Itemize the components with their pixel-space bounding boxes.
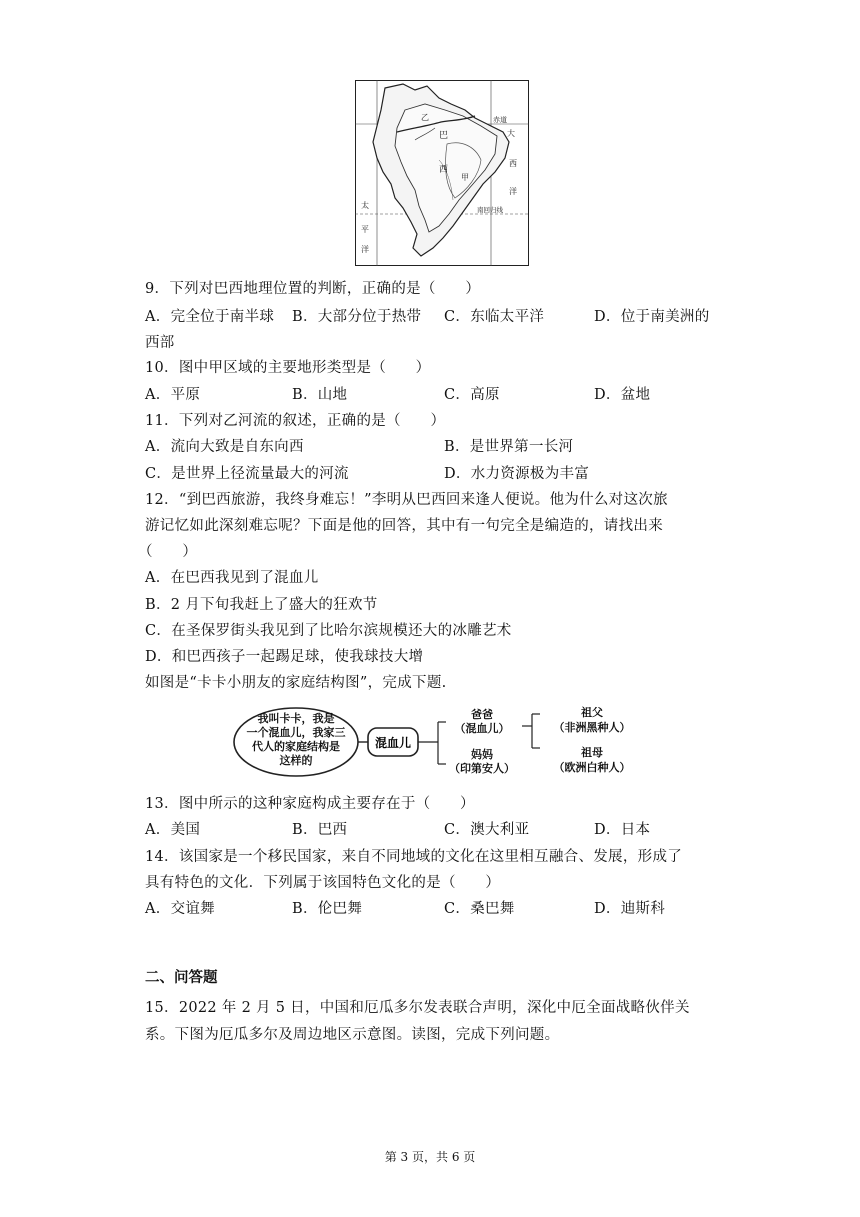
svg-text:大: 大: [507, 129, 515, 138]
q11-option-a[interactable]: A．流向大致是自东向西: [145, 439, 304, 455]
section-title: 二、问答题: [145, 970, 218, 986]
bubble-line: 代人的家庭结构是: [252, 740, 340, 753]
question-12-stem-line2: 游记忆如此深刻难忘呢？下面是他的回答，其中有一句完全是编造的，请找出来: [145, 518, 663, 534]
svg-text:西: 西: [509, 159, 517, 168]
grandfather-label: 祖父: [581, 706, 603, 719]
q9-option-a[interactable]: A．完全位于南半球: [145, 309, 275, 325]
bubble-line: 我叫卡卡，我是: [257, 712, 335, 725]
q9-option-d[interactable]: D．位于南美洲的: [594, 309, 710, 325]
question-13-stem: 13．图中所示的这种家庭构成主要存在于（ ）: [145, 796, 475, 812]
question-12-stem-line1: 12．“到巴西旅游，我终身难忘！”李明从巴西回来逢人便说。他为什么对这次旅: [145, 492, 668, 508]
question-11-stem: 11．下列对乙河流的叙述，正确的是（ ）: [145, 413, 446, 429]
q11-option-d[interactable]: D．水力资源极为丰富: [444, 466, 590, 482]
svg-text:甲: 甲: [461, 173, 469, 182]
q13-option-c[interactable]: C．澳大利亚: [444, 822, 530, 838]
svg-text:西: 西: [439, 165, 449, 175]
svg-text:南回归线: 南回归线: [477, 206, 503, 214]
q9-option-b[interactable]: B．大部分位于热带: [292, 309, 422, 325]
q10-option-d[interactable]: D．盆地: [594, 387, 651, 403]
family-structure-diagram: [232, 704, 652, 784]
svg-text:洋: 洋: [509, 187, 517, 196]
page-footer: 第 3 页，共 6 页: [384, 1150, 476, 1164]
question-12-stem-line3: （ ）: [138, 544, 198, 560]
q11-option-c[interactable]: C．是世界上径流量最大的河流: [145, 466, 349, 482]
q14-option-d[interactable]: D．迪斯科: [594, 901, 666, 917]
q13-option-b[interactable]: B．巴西: [292, 822, 348, 838]
question-15-stem-line2: 系。下图为厄瓜多尔及周边地区示意图。读图，完成下列问题。: [145, 1027, 560, 1043]
bubble-line: 一个混血儿，我家三: [246, 726, 346, 739]
q10-option-a[interactable]: A．平原: [145, 387, 201, 403]
q9-option-d-continued: 西部: [145, 335, 175, 351]
question-14-stem-line1: 14．该国家是一个移民国家，来自不同地域的文化在这里相互融合、发展，形成了: [145, 849, 683, 865]
q13-option-a[interactable]: A．美国: [145, 822, 201, 838]
svg-text:洋: 洋: [361, 245, 369, 254]
grandmother-desc: （欧洲白种人）: [553, 761, 631, 774]
q12-option-c[interactable]: C．在圣保罗街头我见到了比哈尔滨规模还大的冰雕艺术: [145, 623, 512, 639]
svg-text:太: 太: [361, 201, 369, 210]
bubble-line: 这样的: [279, 754, 313, 767]
question-14-stem-line2: 具有特色的文化．下列属于该国特色文化的是（ ）: [145, 875, 501, 891]
father-desc: （混血儿）: [454, 722, 510, 735]
center-label: 混血儿: [374, 736, 412, 750]
svg-text:平: 平: [361, 225, 369, 234]
map-label: 赤道: [493, 116, 507, 124]
svg-text:乙: 乙: [421, 113, 429, 122]
brazil-map: [355, 80, 529, 266]
grandfather-desc: （非洲黑种人）: [553, 721, 631, 734]
svg-text:巴: 巴: [439, 131, 449, 141]
question-15-stem-line1: 15．2022 年 2 月 5 日，中国和厄瓜多尔发表联合声明，深化中厄全面战略伙伴关: [145, 1000, 690, 1016]
q12-option-a[interactable]: A．在巴西我见到了混血儿: [145, 570, 319, 586]
q14-option-c[interactable]: C．桑巴舞: [444, 901, 515, 917]
q10-option-b[interactable]: B．山地: [292, 387, 348, 403]
question-10-stem: 10．图中甲区域的主要地形类型是（ ）: [145, 360, 431, 376]
q9-option-c[interactable]: C．东临太平洋: [444, 309, 545, 325]
q12-option-d[interactable]: D．和巴西孩子一起踢足球，使我球技大增: [145, 649, 424, 665]
family-intro: 如图是“卡卡小朋友的家庭结构图”，完成下题.: [145, 675, 447, 691]
q13-option-d[interactable]: D．日本: [594, 822, 651, 838]
q14-option-a[interactable]: A．交谊舞: [145, 901, 215, 917]
q12-option-b[interactable]: B．2 月下旬我赶上了盛大的狂欢节: [145, 597, 378, 613]
q11-option-b[interactable]: B．是世界第一长河: [444, 439, 574, 455]
grandmother-label: 祖母: [581, 746, 603, 759]
q10-option-c[interactable]: C．高原: [444, 387, 500, 403]
mother-label: 妈妈: [471, 748, 493, 761]
q14-option-b[interactable]: B．伦巴舞: [292, 901, 363, 917]
father-label: 爸爸: [471, 708, 493, 721]
mother-desc: （印第安人）: [449, 762, 515, 775]
question-9-stem: 9．下列对巴西地理位置的判断，正确的是（ ）: [145, 281, 481, 297]
